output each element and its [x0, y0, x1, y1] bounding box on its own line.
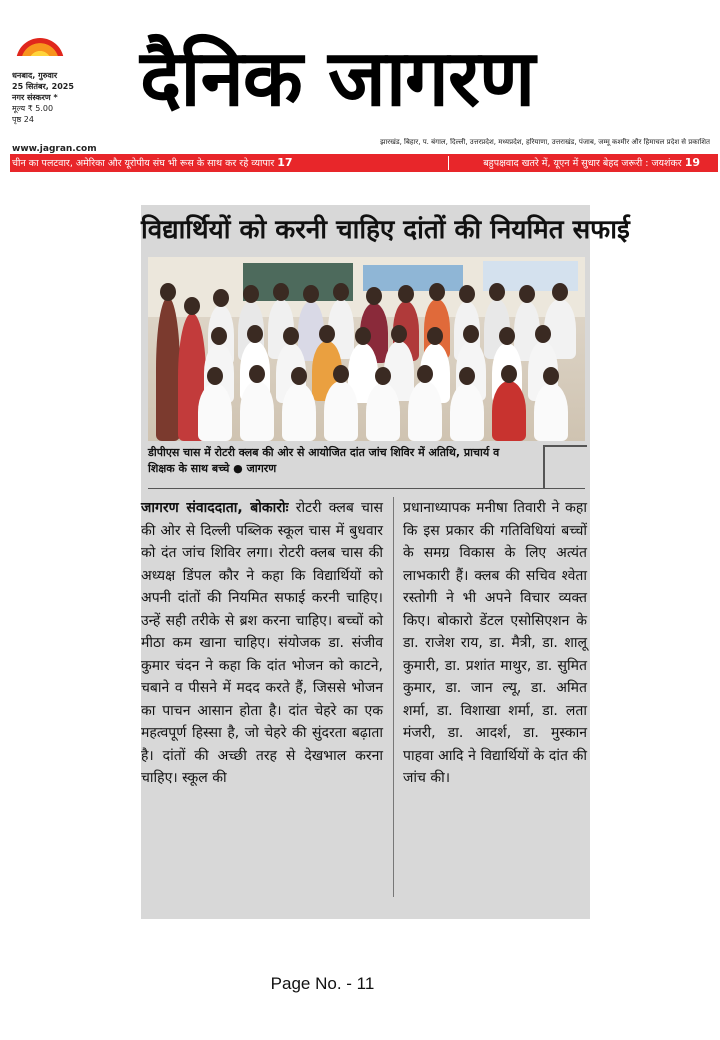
column-1-text: रोटरी क्लब चास की ओर से दिल्ली पब्लिक स्कूल चास में बुधवार को दंत जांच शिविर लगा। रोटरी क्लब चास की अध्यक्ष डिंपल कौर ने कहा कि विद्यार्थियों को अपनी दांतों की नियमित सफाई करनी चाहिए। उन्हें सही तरीके से ब्रश करना चाहिए। बच्चों को मीठा कम खाना चाहिए। संयोजक डा. संजीव कुमार चंदन ने कहा कि दांत भोजन को काटने, चबाने व पीसने में मदद करते हैं, जिससे भोजन का पाचन आसान होता है। दांत चेहरे का एक महत्वपूर्ण हिस्सा है, जो चेहरे की सुंदरता बढ़ाता है। दांतों की अच्छी तरह से देखभाल करना चाहिए। स्कूल की: [141, 500, 383, 786]
page-count: पृष्ठ 24: [12, 115, 34, 124]
page-number: Page No. - 11: [270, 974, 375, 993]
ticker-left: [12, 154, 293, 173]
article-headline: विद्यार्थियों को करनी चाहिए दांतों की नियमित सफाई: [141, 215, 630, 245]
article-column-2: [403, 497, 587, 790]
ticker-divider: [448, 156, 449, 170]
website-url: www.jagran.com: [12, 144, 97, 154]
jagran-sun-logo-icon: [12, 34, 68, 62]
byline: जागरण संवाददाता, बोकारोः: [141, 500, 289, 516]
ticker-right: [483, 154, 700, 173]
caption-corner-mark: [543, 445, 587, 489]
newspaper-brand: दैनिक जागरण: [140, 34, 535, 124]
group-photo: [148, 257, 585, 441]
banner: [363, 265, 463, 291]
column-divider: [393, 497, 394, 897]
news-ticker: [10, 154, 718, 172]
edition: नगर संस्करण *: [12, 93, 58, 102]
date: 25 सितंबर, 2025: [12, 82, 74, 91]
ticker-right-text: बहुपक्षवाद खतरे में, यूएन में सुधार बेहद जरूरी : जयशंकर: [483, 158, 682, 169]
city-day: धनबाद, गुरुवार: [12, 71, 58, 80]
article-column-1: [141, 497, 383, 790]
price: मूल्य ₹ 5.00: [12, 104, 54, 113]
photo-caption: डीपीएस चास में रोटरी क्लब की ओर से आयोजित दांत जांच शिविर में अतिथि, प्राचार्य व शिक्षक के साथ बच्चे ● जागरण: [148, 446, 500, 475]
caption-rule: [148, 488, 585, 489]
article-clipping: [141, 205, 630, 919]
edition-meta: [12, 70, 74, 125]
ticker-left-text: चीन का पलटवार, अमेरिका और यूरोपीय संघ भी रूस के साथ कर रहे व्यापार: [12, 158, 275, 169]
ticker-right-page: 19: [684, 156, 700, 169]
ticker-left-page: 17: [277, 156, 293, 169]
column-2-text: प्रधानाध्यापक मनीषा तिवारी ने कहा कि इस प्रकार की गतिविधियां बच्चों के समग्र विकास के लिए अत्यंत लाभकारी हैं। क्लब की सचिव श्वेता रस्तोगी ने भी अपने विचार व्यक्त किए। बोकारो डेंटल एसोसिएशन के डा. राजेश राय, डा. मैत्री, डा. शालू कुमारी, डा. प्रशांत माथुर, डा. सुमित कुमार, डा. जान ल्यू, डा. अमित शर्मा, डा. विशाखा शर्मा, डा. लता मंजरी, डा. आदर्श, डा. मुस्कान पाहवा आदि ने विद्यार्थियों के दांत की जांच की।: [403, 500, 587, 786]
published-states: झारखंड, बिहार, प. बंगाल, दिल्ली, उत्तरप्रदेश, मध्यप्रदेश, हरियाणा, उत्तराखंड, पंजाब, जम्मू कश्मीर और हिमाचल प्रदेश से प्रकाशित: [380, 138, 710, 146]
